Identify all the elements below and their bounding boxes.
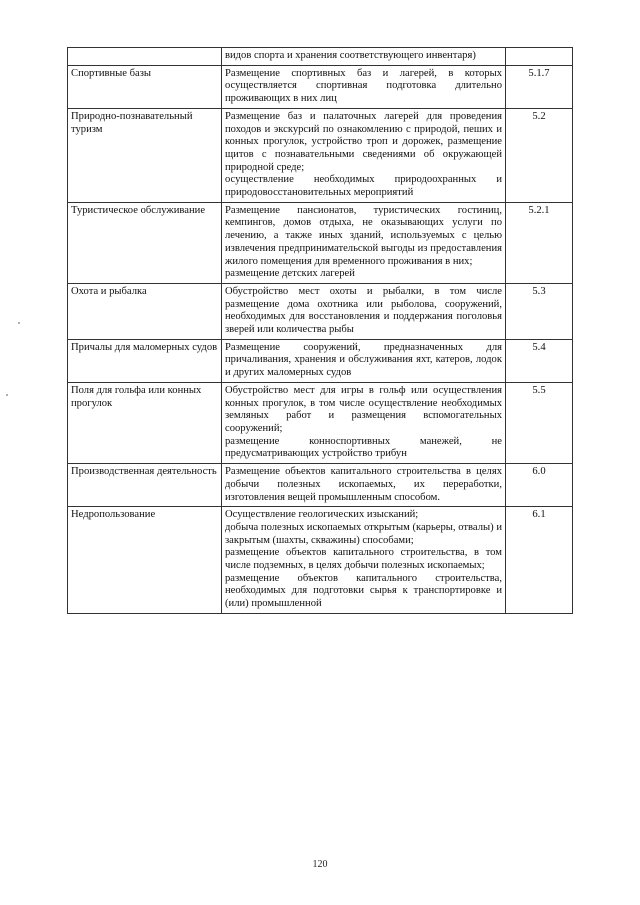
- classifier-code: [506, 48, 573, 66]
- description-paragraph: Размещение пансионатов, туристических гостиниц, кемпингов, домов отдыха, не оказывающих услуги по лечению, а также иных зданий, используемых с целью извлечения предпринимательской выгоды из предоставления жилого помещения для временного проживания в них;: [225, 204, 502, 267]
- land-use-description: [222, 464, 506, 507]
- table-row: [68, 202, 573, 283]
- scan-artifact: [18, 322, 20, 324]
- land-use-description: [222, 48, 506, 66]
- description-paragraph: видов спорта и хранения соответствующего инвентаря): [225, 50, 476, 61]
- classifier-code: 5.2: [506, 108, 573, 202]
- description-paragraph: Обустройство мест охоты и рыбалки, в том числе размещение дома охотника или рыболова, сооружений, необходимых для восстановления и поддержания поголовья зверей или количества рыбы: [225, 285, 502, 336]
- description-paragraph: Размещение сооружений, предназначенных для причаливания, хранения и обслуживания яхт, катеров, лодок и других маломерных судов: [225, 341, 502, 379]
- classifier-code: 5.2.1: [506, 202, 573, 283]
- land-use-name: Недропользование: [68, 507, 222, 614]
- description-paragraph: размещение объектов капитального строительства, в том числе подземных, в целях добычи полезных ископаемых;: [225, 547, 502, 572]
- land-use-description: [222, 283, 506, 339]
- description-paragraph: размещение объектов капитального строительства, необходимых для подготовки сырья к транспортировке и (или) промышленной: [225, 572, 502, 610]
- description-paragraph: Размещение спортивных баз и лагерей, в которых осуществляется спортивная подготовка длительно проживающих в них лиц: [225, 67, 502, 105]
- description-paragraph: размещение детских лагерей: [225, 268, 355, 280]
- table-row: [68, 108, 573, 202]
- table-row: [68, 48, 573, 66]
- land-use-name: Производственная деятельность: [68, 464, 222, 507]
- table-row: [68, 507, 573, 614]
- table-row: [68, 339, 573, 382]
- land-use-name: Причалы для маломерных судов: [68, 339, 222, 382]
- scan-artifact: [6, 394, 8, 396]
- land-use-name: Туристическое обслуживание: [68, 202, 222, 283]
- land-use-description: [222, 65, 506, 108]
- classifier-code: 5.3: [506, 283, 573, 339]
- table-row: [68, 464, 573, 507]
- table-row: [68, 65, 573, 108]
- table-row: [68, 283, 573, 339]
- description-paragraph: Осуществление геологических изысканий;: [225, 509, 419, 521]
- table-body: [68, 48, 573, 614]
- description-paragraph: размещение конноспортивных манежей, не предусматривающих устройство трибун: [225, 435, 502, 460]
- land-use-name: Охота и рыбалка: [68, 283, 222, 339]
- land-use-description: [222, 108, 506, 202]
- description-paragraph: Размещение объектов капитального строительства в целях добычи полезных ископаемых, их переработки, изготовления вещей промышленным способом.: [225, 466, 502, 503]
- land-use-table: [67, 47, 573, 614]
- land-use-description: [222, 202, 506, 283]
- description-paragraph: Размещение баз и палаточных лагерей для проведения походов и экскурсий по ознакомлению с природой, пеших и конных прогулок, устройство троп и дорожек, размещение щитов с познавательными сведениями об окружающей природной среде;: [225, 110, 502, 173]
- description-paragraph: добыча полезных ископаемых открытым (карьеры, отвалы) и закрытым (шахты, скважины) способами;: [225, 521, 502, 546]
- land-use-name: Поля для гольфа или конных прогулок: [68, 382, 222, 463]
- land-use-name: [68, 48, 222, 66]
- classifier-code: 6.0: [506, 464, 573, 507]
- land-use-description: [222, 382, 506, 463]
- land-use-description: [222, 339, 506, 382]
- land-use-description: [222, 507, 506, 614]
- table-row: [68, 382, 573, 463]
- classifier-code: 6.1: [506, 507, 573, 614]
- page-number: 120: [312, 859, 328, 870]
- land-use-name: Спортивные базы: [68, 65, 222, 108]
- description-paragraph: Обустройство мест для игры в гольф или осуществления конных прогулок, в том числе осуществление необходимых земляных работ и размещения вспомогательных сооружений;: [225, 384, 502, 434]
- classifier-code: 5.5: [506, 382, 573, 463]
- classifier-code: 5.1.7: [506, 65, 573, 108]
- land-use-name: Природно-познавательный туризм: [68, 108, 222, 202]
- classifier-code: 5.4: [506, 339, 573, 382]
- description-paragraph: осуществление необходимых природоохранных и природовосстановительных мероприятий: [225, 174, 502, 199]
